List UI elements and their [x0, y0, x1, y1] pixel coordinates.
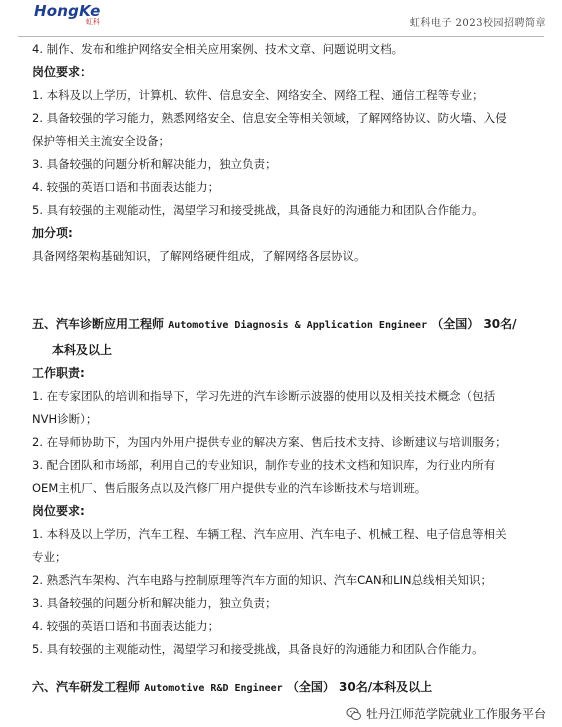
page-header	[0, 0, 562, 34]
wechat-icon	[346, 706, 362, 722]
requirement-item-3: 3. 具备较强的问题分析和解决能力，独立负责；	[32, 157, 277, 171]
requirement-item-3: 3. 具备较强的问题分析和解决能力，独立负责；	[32, 596, 277, 610]
duty-item-1-cont: NVH诊断）；	[32, 412, 98, 426]
watermark	[344, 705, 548, 722]
requirement-item-1: 1. 本科及以上学历，计算机、软件、信息安全、网络安全、网络工程、通信工程等专业；	[32, 88, 484, 102]
duty-item-1: 1. 在专家团队的培训和指导下，学习先进的汽车诊断示波器的使用以及相关技术概念（包括	[32, 389, 496, 403]
section-6-title-en: Automotive R&D Engineer	[144, 683, 283, 694]
duty-item-2: 2. 在导师协助下，为国内外用户提供专业的解决方案、售后技术支持、诊断建议与培训服务；	[32, 435, 507, 449]
requirement-item-2: 2. 具备较强的学习能力，熟悉网络安全、信息安全等相关领域，了解网络协议、防火墙、入侵	[32, 111, 507, 125]
duty-item-3: 3. 配合团队和市场部，利用自己的专业知识，制作专业的技术文档和知识库，为行业内所有	[32, 458, 496, 472]
section-6-title-cn: 六、汽车研发工程师	[32, 680, 141, 694]
watermark-text: 牡丹江师范学院就业工作服务平台	[365, 707, 546, 721]
requirement-item-1-cont: 专业；	[32, 550, 67, 564]
section-5-title-en: Automotive Diagnosis & Application Engineer	[168, 320, 428, 331]
section-5-title-cn: 五、汽车诊断应用工程师	[32, 317, 165, 331]
logo-sub-text: 虹科	[86, 18, 100, 26]
requirement-item-2-cont: 保护等相关主流安全设备；	[32, 134, 170, 148]
document-body	[32, 38, 552, 701]
header-divider	[18, 36, 544, 37]
section-5-title-line2: 本科及以上	[52, 343, 113, 357]
duties-heading: 工作职责:	[32, 366, 85, 380]
section-5-title	[32, 312, 552, 338]
logo-main-text: HongKe	[34, 2, 101, 20]
duty-item-4: 4. 制作、发布和维护网络安全相关应用案例、技术文章、问题说明文档。	[32, 42, 404, 56]
section-6-title	[32, 675, 552, 701]
requirement-item-2: 2. 熟悉汽车架构、汽车电路与控制原理等汽车方面的知识、汽车CAN和LIN总线相关知识；	[32, 573, 493, 587]
section-5-title-tail: （全国） 30名/	[431, 317, 517, 331]
header-title: 虹科电子 2023校园招聘简章	[409, 18, 546, 29]
requirement-item-5: 5. 具有较强的主观能动性，渴望学习和接受挑战，具备良好的沟通能力和团队合作能力。	[32, 203, 484, 217]
requirement-item-1: 1. 本科及以上学历，汽车工程、车辆工程、汽车应用、汽车电子、机械工程、电子信息等相关	[32, 527, 507, 541]
company-logo	[34, 2, 101, 26]
section-spacer	[32, 268, 552, 312]
section-6-title-tail: （全国） 30名/本科及以上	[286, 680, 433, 694]
requirement-item-4: 4. 较强的英语口语和书面表达能力；	[32, 180, 220, 194]
requirements-heading: 岗位要求：	[32, 65, 93, 79]
requirement-item-5: 5. 具有较强的主观能动性，渴望学习和接受挑战，具备良好的沟通能力和团队合作能力。	[32, 642, 484, 656]
bonus-heading: 加分项:	[32, 226, 73, 240]
section-spacer	[32, 661, 552, 675]
bonus-item-1: 具备网络架构基础知识，了解网络硬件组成，了解网络各层协议。	[32, 249, 366, 263]
requirement-item-4: 4. 较强的英语口语和书面表达能力；	[32, 619, 220, 633]
requirements-heading-2: 岗位要求:	[32, 504, 85, 518]
duty-item-3-cont: OEM主机厂、售后服务点以及汽修厂用户提供专业的汽车诊断技术与培训班。	[32, 481, 427, 495]
